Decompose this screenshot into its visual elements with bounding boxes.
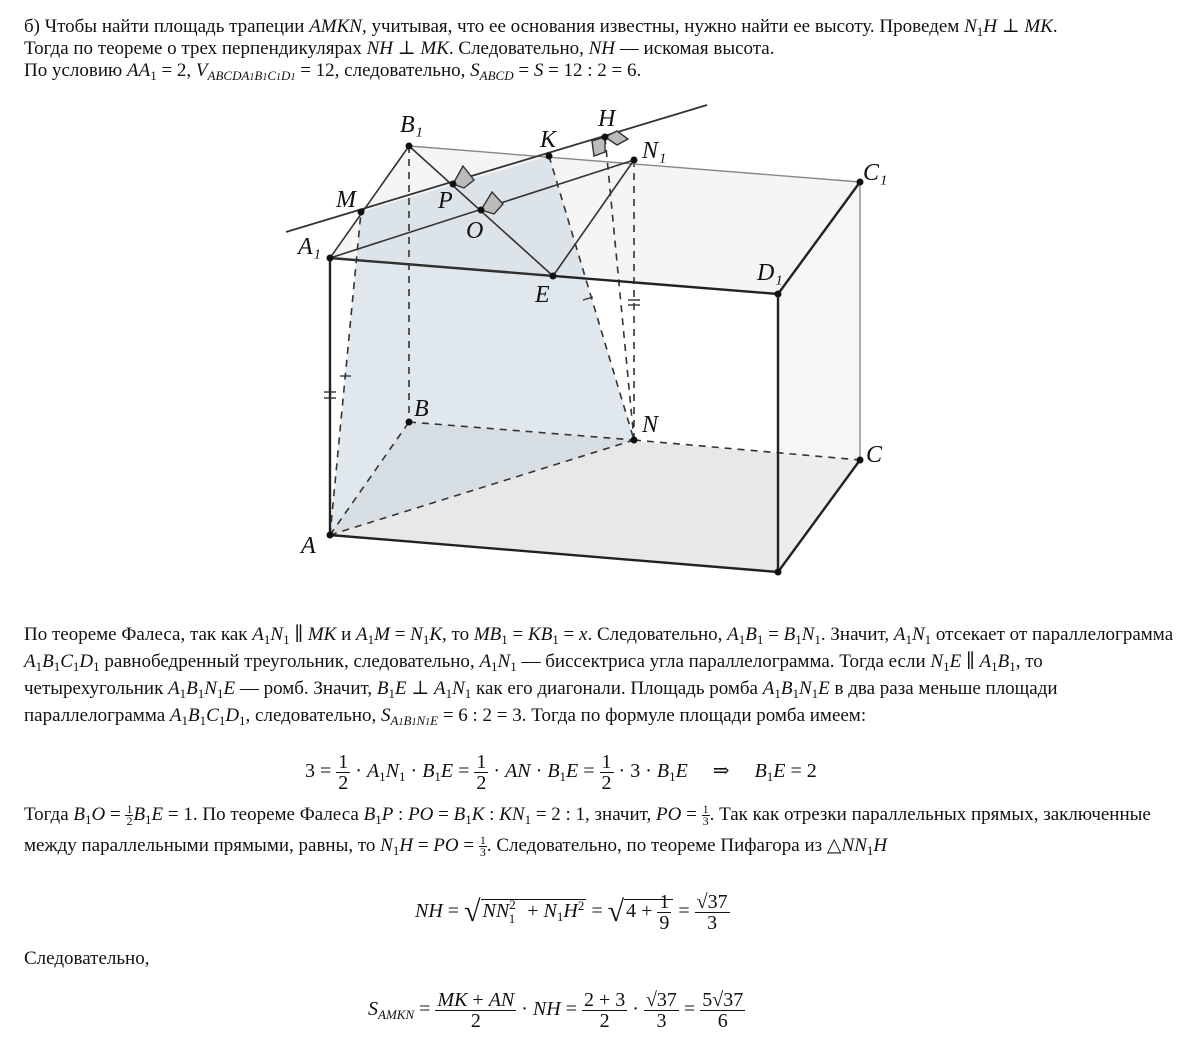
paragraph-therefore: Следовательно, — [24, 948, 150, 969]
label-e: E — [535, 282, 550, 308]
label-h: H — [598, 106, 616, 132]
equation-rhombus-area: 3 = $\frac{1}{2}$ · $A_1N_1 \cdot B_1E$ = $\frac{1}{2}$ · AN · $B_1E$ = $\frac{1}{2}$ · $3 \cdot B_1E$ ⇒ $B_1E = 2$ — [305, 751, 817, 794]
label-b1: B₁ — [400, 112, 424, 138]
equation-nh: NH = √ $NN21 + N_1H^2$ = √ 4 + $\frac{1}{9}$ = $\frac{√37}{3}$ — [415, 891, 728, 934]
label-n1: N₁ — [642, 138, 667, 164]
label-o: O — [466, 218, 484, 244]
label-b: B — [414, 396, 429, 422]
label-d1: D₁ — [757, 260, 783, 286]
paragraph-pythagoras: Тогда $B_1O$ = $\frac{1}{2}$ $B_1E = 1$. По теореме Фалеса $B_1P$ : PO = $B_1K$ : $KN_1 = 2$ : 1, значит, PO = $\frac{1}{3}$ . Так как отрезки параллельных прямых, заключенные между параллельными прямыми, равны, то $N_1H$ = PO = $\frac{1}{3}$ . Следовательно, по теореме Пифагора из $\triangle NN_1H$ — [24, 802, 1151, 860]
paragraph-thales: По теореме Фалеса, так как $A_1N_1$ ∥ MK и $A_1M = N_1K$, то $MB_1 = KB_1 = x$. Следовательно, $A_1B_1 = B_1N_1$. Значит, $A_1N_1$ отсекает от параллелограмма $A_1B_1C_1D_1$ равнобедренный треугольник, следовательно, $A_1N_1$ — биссектриса угла параллелограмма. Тогда если $N_1E$ ∥ $A_1B_1$, то четырехугольник $A_1B_1N_1E$ — ромб. Значит, $B_1E$ ⊥ $A_1N_1$ как его диагонали. Площадь ромба $A_1B_1N_1E$ в два раза меньше площади параллелограмма $A_1B_1C_1D_1$, следовательно, $S_{A1B1N1E} = 6$ : 2 = 3. Тогда по формуле площади ромба имеем: — [24, 624, 1174, 728]
label-k: K — [540, 127, 557, 153]
equation-area-amkn: $S_{AMKN}$ = $\frac{MK + AN}{2}$ · NH = $\frac{2 + 3}{2}$ · $\frac{√37}{3}$ = $\frac{5√37}{6}$ — [368, 989, 744, 1032]
label-a1: A₁ — [298, 234, 322, 260]
label-p: P — [438, 188, 453, 214]
intro-text: б) Чтобы найти площадь трапеции AMKN, учитывая, что ее основания известны, нужно найти ее высоту. Проведем $N_1H$ ⊥ MK. Тогда по теореме о трех перпендикулярах NH ⊥ MK. Следовательно, NH — искомая высота. По условию $AA_1 = 2$, $V_{ABCDA1B1C1D1} = 12$, следовательно, $S_{ABCD} = S = 12$ : 2 = 6. — [24, 16, 1058, 83]
label-c: C — [866, 442, 883, 468]
label-c1: C₁ — [863, 160, 888, 186]
label-m: M — [336, 187, 356, 213]
label-a: A — [301, 533, 316, 559]
label-n: N — [642, 412, 659, 438]
